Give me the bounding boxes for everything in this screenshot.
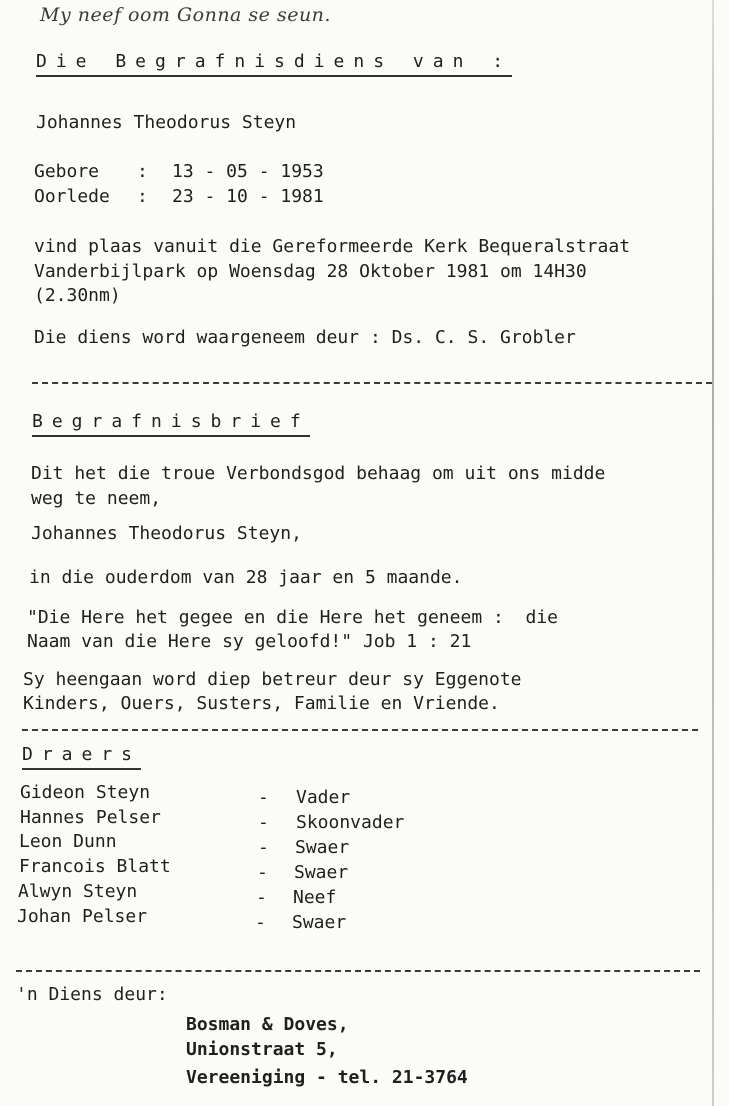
born-date: 13 - 05 - 1953 <box>172 161 324 182</box>
born-label: Gebore <box>34 161 100 182</box>
bearer-name: Johan Pelser <box>17 906 148 927</box>
bearer-dash: - <box>258 812 269 833</box>
bearer-relation: Swaer <box>295 837 350 858</box>
bearer-name: Alwyn Steyn <box>18 881 138 902</box>
officiant-line: Die diens word waargeneem deur : Ds. C. S. Grobler <box>34 327 576 348</box>
venue-line-2: Vanderbijlpark op Woensdag 28 Oktober 1981 om 14H30 <box>34 261 587 282</box>
footer-label: 'n Diens deur: <box>16 984 168 1005</box>
bearer-dash: - <box>258 837 269 858</box>
letter-p1-line-2: weg te neem, <box>31 488 162 509</box>
service-heading: Die Begrafnisdiens van : <box>36 50 512 77</box>
paper-edge <box>712 0 714 1106</box>
bearer-relation: Swaer <box>292 912 347 933</box>
bearer-name: Gideon Steyn <box>20 782 151 803</box>
handwritten-note: My neef oom Gonna se seun. <box>40 4 331 26</box>
died-colon: : <box>137 186 148 207</box>
venue-line-1: vind plaas vanuit die Gereformeerde Kerk Bequeralstraat <box>34 236 631 257</box>
letter-name: Johannes Theodorus Steyn, <box>31 523 302 544</box>
mourn-line-2: Kinders, Ouers, Susters, Familie en Vriende. <box>23 693 500 714</box>
bearer-relation: Skoonvader <box>296 812 405 833</box>
bearer-name: Francois Blatt <box>19 856 171 877</box>
deceased-name: Johannes Theodorus Steyn <box>36 112 297 133</box>
quote-line-1: "Die Here het gegee en die Here het geneem : die <box>27 607 559 628</box>
died-label: Oorlede <box>34 186 110 207</box>
divider-3 <box>16 970 700 972</box>
divider-2 <box>22 729 698 731</box>
bearer-name: Leon Dunn <box>19 831 117 852</box>
died-date: 23 - 10 - 1981 <box>172 186 324 207</box>
bearer-relation: Vader <box>296 787 351 808</box>
bearer-relation: Neef <box>293 887 337 908</box>
quote-line-2: Naam van die Here sy geloofd!" Job 1 : 21 <box>27 631 472 652</box>
bearer-dash: - <box>257 862 268 883</box>
letter-age: in die ouderdom van 28 jaar en 5 maande. <box>29 567 463 588</box>
letter-heading: Begrafnisbrief <box>32 410 310 437</box>
bearer-dash: - <box>258 787 269 808</box>
letter-p1-line-1: Dit het die troue Verbondsgod behaag om uit ons midde <box>31 463 606 484</box>
bearers-heading: Draers <box>22 743 141 770</box>
divider-1 <box>32 382 712 384</box>
bearer-name: Hannes Pelser <box>20 807 161 828</box>
bearer-dash: - <box>255 912 266 933</box>
mourn-line-1: Sy heengaan word diep betreur deur sy Eggenote <box>23 669 522 690</box>
bearer-relation: Swaer <box>294 862 349 883</box>
footer-city-tel: Vereeniging - tel. 21-3764 <box>186 1067 468 1088</box>
bearer-dash: - <box>256 887 267 908</box>
footer-company: Bosman & Doves, <box>186 1014 349 1035</box>
born-colon: : <box>137 161 148 182</box>
venue-line-3: (2.30nm) <box>34 285 121 306</box>
footer-street: Unionstraat 5, <box>186 1039 338 1060</box>
